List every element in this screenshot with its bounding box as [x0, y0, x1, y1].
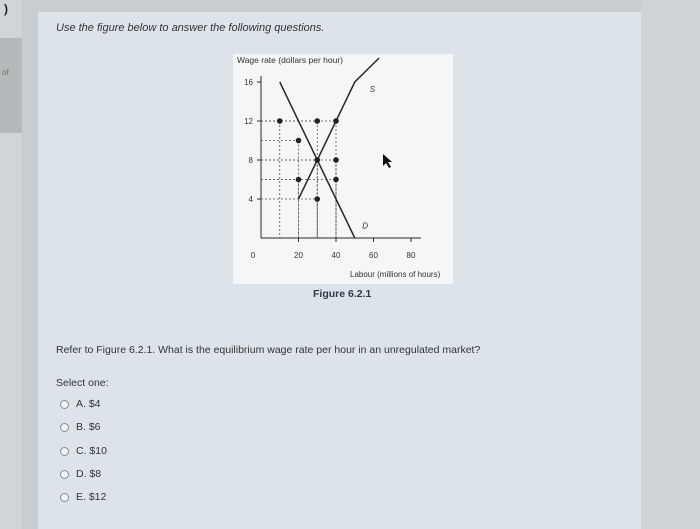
answer-option-a[interactable]	[60, 397, 101, 411]
answer-option-d[interactable]	[60, 467, 101, 481]
option-label: D. $8	[76, 468, 102, 480]
data-point	[333, 157, 339, 163]
intro-text: Use the figure below to answer the following questions.	[56, 22, 325, 34]
option-label: A. $4	[76, 398, 101, 410]
figure-chart	[233, 54, 453, 284]
y-tick-label: 12	[244, 117, 253, 126]
chart-xlabel: Labour (millions of hours)	[350, 270, 441, 279]
x-tick-label: 0	[250, 251, 256, 260]
chart-ylabel: Wage rate (dollars per hour)	[237, 55, 343, 65]
option-label: C. $10	[76, 445, 107, 457]
question-nav-tab[interactable]	[0, 38, 22, 133]
x-tick-label: 20	[294, 251, 303, 260]
option-label: E. $12	[76, 491, 107, 503]
curve-label-d: D	[362, 221, 369, 231]
answer-option-e[interactable]	[60, 490, 106, 504]
y-tick-label: 8	[248, 156, 253, 165]
right-edge	[641, 0, 700, 529]
data-point	[333, 118, 339, 124]
radio-button[interactable]	[60, 447, 69, 456]
radio-button[interactable]	[60, 493, 69, 502]
answer-option-c[interactable]	[60, 444, 107, 458]
question-text: Refer to Figure 6.2.1. What is the equilibrium wage rate per hour in an unregulated market?	[56, 344, 481, 356]
select-one-label: Select one:	[56, 377, 109, 389]
tab-label: of	[2, 68, 9, 77]
answer-option-b[interactable]	[60, 420, 101, 434]
radio-button[interactable]	[60, 423, 69, 432]
radio-button[interactable]	[60, 470, 69, 479]
corner-mark: )	[4, 2, 8, 16]
data-point	[333, 177, 339, 183]
x-tick-label: 40	[331, 251, 341, 260]
data-point	[296, 177, 302, 183]
data-point	[296, 138, 302, 144]
x-tick-label: 80	[406, 251, 416, 260]
data-point	[314, 157, 320, 163]
figure-caption: Figure 6.2.1	[313, 288, 372, 300]
data-point	[314, 118, 320, 124]
data-point	[314, 196, 320, 202]
option-label: B. $6	[76, 421, 101, 433]
y-tick-label: 16	[244, 78, 253, 87]
chart-background	[233, 54, 453, 284]
chart-svg	[233, 54, 453, 284]
x-tick-label: 60	[369, 251, 378, 260]
data-point	[277, 118, 283, 124]
curve-label-s: S	[369, 84, 376, 94]
radio-button[interactable]	[60, 400, 69, 409]
y-tick-label: 4	[248, 195, 253, 204]
